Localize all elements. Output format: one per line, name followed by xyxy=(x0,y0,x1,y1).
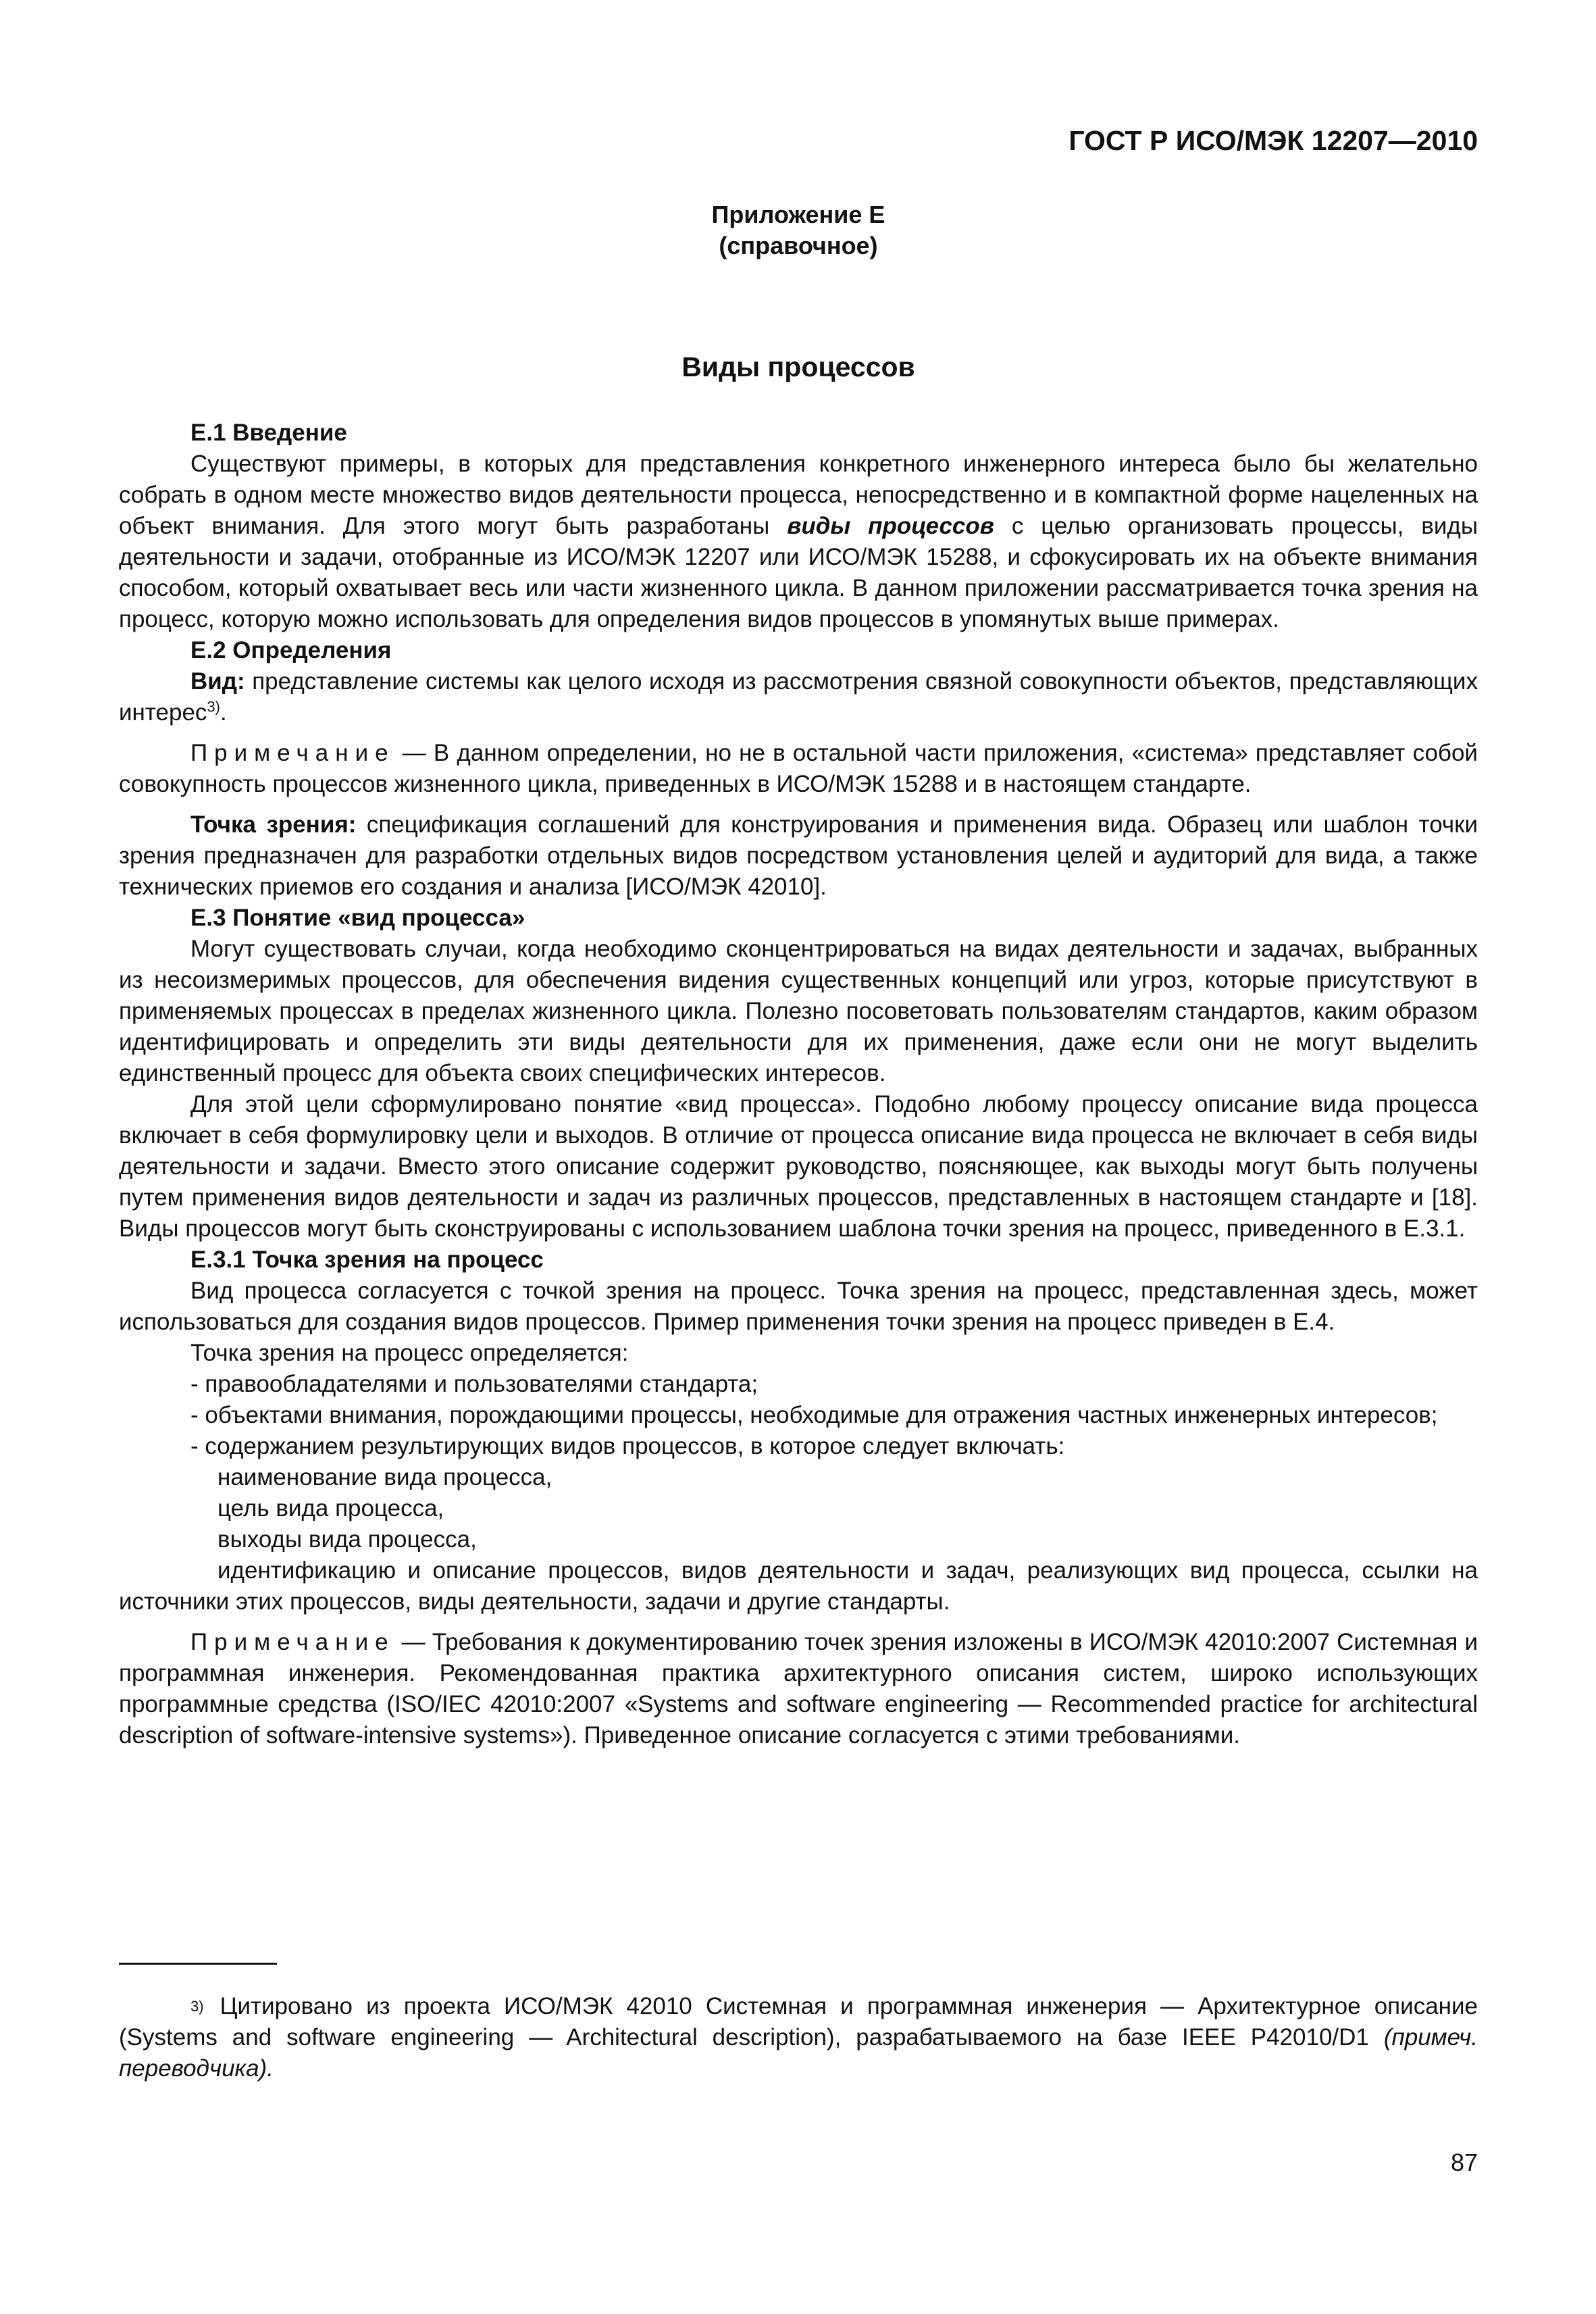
definition-viewpoint xyxy=(119,809,1478,903)
note xyxy=(119,738,1478,800)
note-text: — В данном определении, но не в остальной части приложения, «система» представляет собой совокупность процессов жизненного цикла, приведенных в ИСО/МЭК 15288 и в настоящем стандарте. xyxy=(119,740,1478,797)
paragraph: Точка зрения на процесс определяется: xyxy=(190,1340,629,1366)
text-run: с целью организовать процессы, виды деятельности и задачи, отобранные из ИСО/МЭК 12207 или ИСО/МЭК 15288, и сфокусировать их на объекте внимания способом, который охватывает весь или части жизненного цикла. В данном приложении рассматривается точка зрения на процесс, которую можно использовать для определения видов процессов в упомянутых выше примерах. xyxy=(119,513,1478,632)
annex-caption xyxy=(119,199,1478,261)
note-label: Примечание xyxy=(190,740,395,766)
section-heading-e31: Е.3.1 Точка зрения на процесс xyxy=(190,1247,544,1273)
definition-text: представление системы как целого исходя из рассмотрения связной совокупности объектов, представляющих интерес xyxy=(119,668,1478,726)
page-number: 87 xyxy=(1450,2148,1478,2176)
list-item: - содержанием результирующих видов процессов, в которое следует включать: xyxy=(190,1433,1065,1459)
defined-term: Точка зрения: xyxy=(190,811,357,838)
list-item: - правообладателями и пользователями стандарта; xyxy=(190,1371,758,1397)
sub-list-item: идентификацию и описание процессов, видов деятельности и задач, реализующих вид процесса, ссылки на источники этих процессов, виды деятельности, задачи и другие стандарты. xyxy=(119,1557,1478,1615)
annex-body xyxy=(119,418,1478,1751)
definition-text: спецификация соглашений для конструирования и применения вида. Образец или шаблон точки зрения предназначен для разработки отдельных видов посредством установления целей и аудиторий для вида, а также технических приемов его создания и анализа [ИСО/МЭК 42010]. xyxy=(119,811,1478,900)
paragraph: Могут существовать случаи, когда необходимо сконцентрироваться на видах деятельности и задачах, выбранных из несоизмеримых процессов, для обеспечения видения существенных концепций или угроз, которые присутствуют в применяемых процессах в пределах жизненного цикла. Полезно посоветовать пользователям стандартов, каким образом идентифицировать и определить эти виды деятельности для их применения, даже если они не могут выделить единственный процесс для объекта своих специфических интересов. xyxy=(119,936,1478,1086)
section-heading-e3: Е.3 Понятие «вид процесса» xyxy=(190,905,525,931)
footnote-ref: 3) xyxy=(207,698,220,715)
sub-list-item: выходы вида процесса, xyxy=(217,1526,477,1553)
section-heading-e1: Е.1 Введение xyxy=(190,420,347,446)
annex-title: Виды процессов xyxy=(681,351,915,382)
sub-list-item: цель вида процесса, xyxy=(217,1495,444,1521)
note-label: Примечание xyxy=(190,1629,395,1655)
definition-vid xyxy=(119,666,1478,728)
list-item: - объектами внимания, порождающими процессы, необходимые для отражения частных инженерных интересов; xyxy=(190,1402,1438,1428)
paragraph: Вид процесса согласуется с точкой зрения на процесс. Точка зрения на процесс, представленная здесь, может использоваться для создания видов процессов. Пример применения точки зрения на процесс приведен в Е.4. xyxy=(119,1278,1478,1335)
footnote-divider xyxy=(119,1963,277,1965)
text-run: Существуют примеры, в которых для представления конкретного инженерного интереса было бы желательно собрать в одном месте множество видов деятельности процесса, непосредственно и в компактной форме нацеленных на объект внимания. Для этого могут быть разработаны xyxy=(119,451,1478,539)
footnote xyxy=(119,1991,1478,2084)
footnote-text: Цитировано из проекта ИСО/МЭК 42010 Системная и программная инженерия — Архитектурное описание (Systems and software engineering — Architectural description), разрабатываемого на базе IEEE P42010/D1 xyxy=(119,1993,1478,2051)
definition-end: . xyxy=(220,699,227,726)
footnote-mark: 3) xyxy=(190,1998,204,2015)
sub-list-item: наименование вида процесса, xyxy=(217,1464,552,1490)
paragraph xyxy=(119,449,1478,635)
note xyxy=(119,1627,1478,1751)
footnote-translator-note: (примеч. переводчика). xyxy=(119,2024,1478,2082)
note-text: — Требования к документированию точек зрения изложены в ИСО/МЭК 42010:2007 Системная и программная инженерия. Рекомендованная практика архитектурного описания систем, широко использующих программные средства (ISO/IEC 42010:2007 «Systems and software engineering — Recommended practice for architectural description of software-intensive systems»). Приведенное описание согласуется с этими требованиями. xyxy=(119,1629,1478,1749)
document-code: ГОСТ Р ИСО/МЭК 12207—2010 xyxy=(1069,125,1478,156)
section-heading-e2: Е.2 Определения xyxy=(190,637,392,663)
annex-status: (справочное) xyxy=(719,232,878,259)
paragraph: Для этой цели сформулировано понятие «вид процесса». Подобно любому процессу описание вида процесса включает в себя формулировку цели и выходов. В отличие от процесса описание вида процесса не включает в себя виды деятельности и задачи. Вместо этого описание содержит руководство, поясняющее, как выходы могут быть получены путем применения видов деятельности и задач из различных процессов, представленных в настоящем стандарте и [18]. Виды процессов могут быть сконструированы с использованием шаблона точки зрения на процесс, приведенного в Е.3.1. xyxy=(119,1091,1478,1242)
defined-term: Вид: xyxy=(190,668,245,695)
annex-label: Приложение Е xyxy=(711,201,885,228)
term-emphasis: виды процессов xyxy=(787,513,994,539)
